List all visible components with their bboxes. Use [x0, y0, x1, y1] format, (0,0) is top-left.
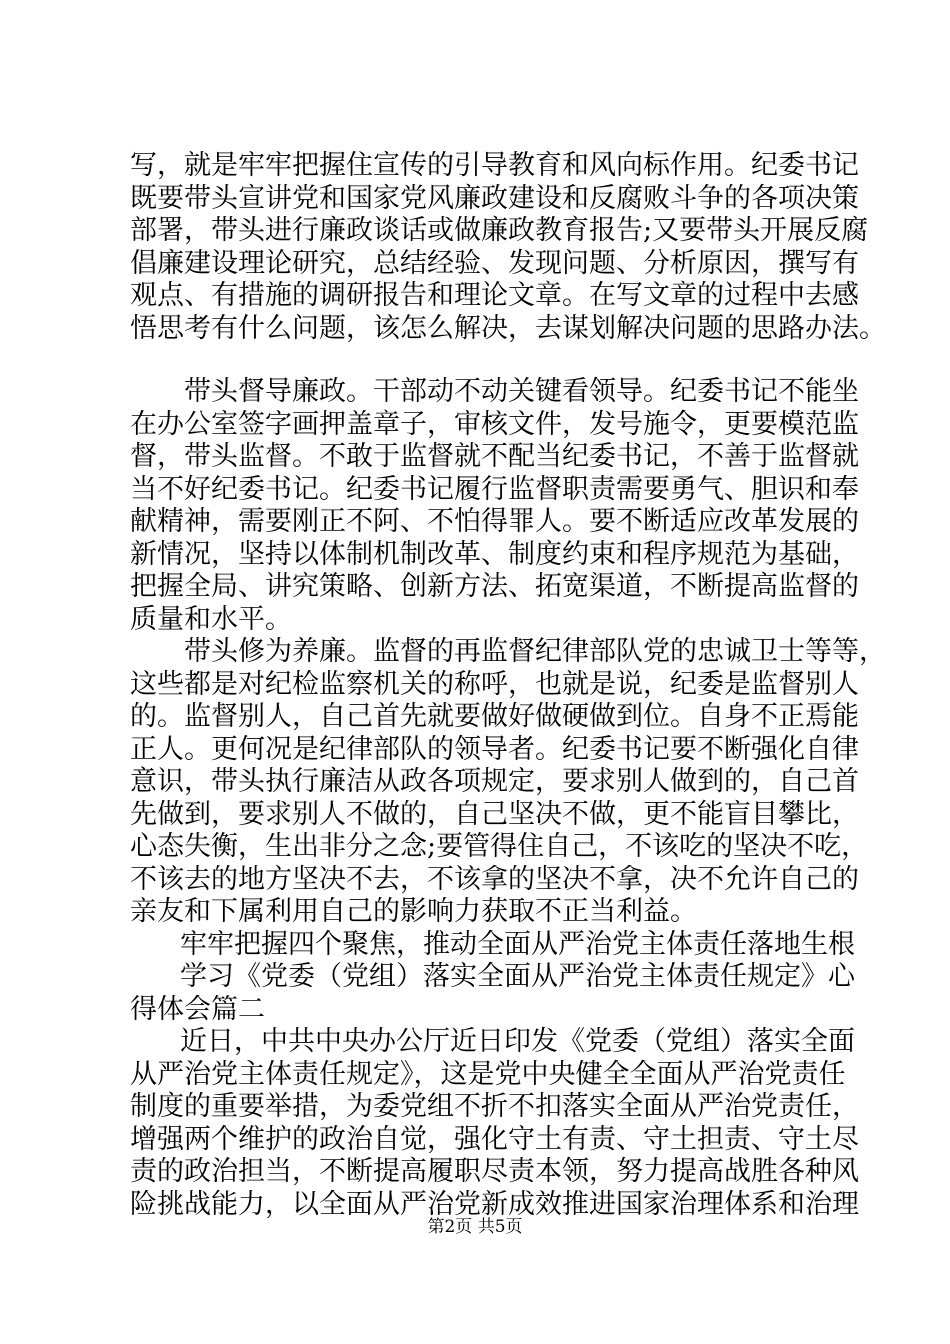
- text-line: 得体会篇二: [130, 993, 265, 1025]
- text-line: 制度的重要举措，为委党组不折不扣落实全面从严治党责任，: [130, 1091, 859, 1122]
- paragraph-4: [130, 1026, 859, 1221]
- text-line: 质量和水平。: [130, 603, 292, 635]
- text-line: 先做到，要求别人不做的，自己坚决不做，更不能盲目攀比，: [130, 798, 859, 830]
- text-line: 意识，带头执行廉洁从政各项规定，要求别人做到的，自己首: [130, 766, 859, 797]
- article-title: [130, 961, 855, 1026]
- text-line: 从严治党主体责任规定》，这是党中央健全全面从严治党责任: [130, 1058, 846, 1090]
- text-line: 险挑战能力，以全面从严治党新成效推进国家治理体系和治理: [130, 1188, 859, 1220]
- paragraph-2: [130, 376, 859, 636]
- text-line: 当不好纪委书记。纪委书记履行监督职责需要勇气、胆识和奉: [130, 473, 859, 505]
- document-body: [130, 150, 886, 1221]
- paragraph-3: [130, 636, 886, 929]
- text-line: 这些都是对纪检监察机关的称呼，也就是说，纪委是监督别人: [130, 668, 859, 700]
- paragraph-1: [130, 150, 886, 345]
- text-line: 不该去的地方坚决不去，不该拿的坚决不拿，决不允许自己的: [130, 863, 859, 895]
- text-line: 增强两个维护的政治自觉，强化守土有责、守土担责、守土尽: [130, 1123, 859, 1155]
- text-line: 新情况，坚持以体制机制改革、制度约束和程序规范为基础，: [130, 538, 859, 570]
- text-line: 亲友和下属利用自己的影响力获取不正当利益。: [130, 896, 697, 927]
- text-line: 写，就是牢牢把握住宣传的引导教育和风向标作用。纪委书记: [130, 150, 859, 181]
- text-line: 把握全局、讲究策略、创新方法、拓宽渠道，不断提高监督的: [130, 571, 859, 602]
- text-line: 学习《党委（党组）落实全面从严治党主体责任规定》心: [180, 961, 855, 992]
- text-line: 心态失衡，生出非分之念;要管得住自己，不该吃的坚决不吃，: [130, 831, 869, 862]
- text-line: 责的政治担当，不断提高履职尽责本领，努力提高战胜各种风: [130, 1156, 859, 1187]
- text-line: 部署，带头进行廉政谈话或做廉政教育报告;又要带头开展反腐: [130, 215, 869, 246]
- section-heading: 牢牢把握四个聚焦，推动全面从严治党主体责任落地生根: [180, 928, 855, 960]
- text-line: 悟思考有什么问题，该怎么解决，去谋划解决问题的思路办法。: [130, 312, 886, 344]
- text-line: 在办公室签字画押盖章子，审核文件，发号施令，更要模范监: [130, 408, 859, 440]
- text-line: 督，带头监督。不敢于监督就不配当纪委书记，不善于监督就: [130, 441, 859, 472]
- text-line: 正人。更何况是纪律部队的领导者。纪委书记要不断强化自律: [130, 733, 859, 765]
- text-line: 带头修为养廉。监督的再监督纪律部队党的忠诚卫士等等，: [184, 636, 886, 667]
- text-line: 观点、有措施的调研报告和理论文章。在写文章的过程中去感: [130, 280, 859, 311]
- text-line: 带头督导廉政。干部动不动关键看领导。纪委书记不能坐: [184, 376, 859, 407]
- text-line: 倡廉建设理论研究，总结经验、发现问题、分析原因，撰写有: [130, 247, 859, 279]
- text-line: 既要带头宣讲党和国家党风廉政建设和反腐败斗争的各项决策: [130, 182, 859, 214]
- text-line: 近日，中共中央办公厅近日印发《党委（党组）落实全面: [180, 1026, 855, 1057]
- text-line: 献精神，需要刚正不阿、不怕得罪人。要不断适应改革发展的: [130, 506, 859, 537]
- paragraph-spacer: [130, 345, 832, 376]
- page-number: 第2页 共5页: [427, 1217, 523, 1237]
- text-line: 的。监督别人，自己首先就要做好做硬做到位。自身不正焉能: [130, 701, 859, 732]
